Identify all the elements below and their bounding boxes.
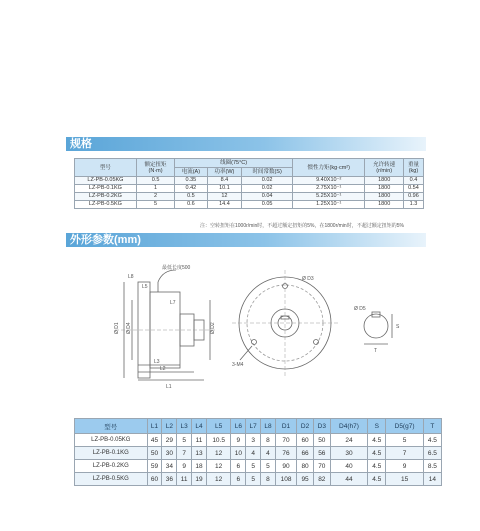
col-weight: 重量 (kg) <box>403 159 423 177</box>
spec-cell: 1800 <box>365 193 403 201</box>
label-l1: L1 <box>166 384 172 390</box>
dims-cell: 5 <box>177 434 192 447</box>
dims-cell: 3 <box>246 434 261 447</box>
spec-cell: 0.5 <box>175 193 207 201</box>
dims-header-cell: D2 <box>297 419 314 434</box>
dims-cell: 10 <box>231 447 246 460</box>
dims-cell: 11 <box>177 473 192 486</box>
dims-cell: 14 <box>423 473 441 486</box>
label-d3: Ø D3 <box>302 276 314 282</box>
dims-cell: 6.5 <box>423 447 441 460</box>
spec-cell: LZ-PB-0.1KG <box>75 185 137 193</box>
spec-cell: 0.4 <box>403 177 423 185</box>
label-d4: Ø D4 <box>126 322 132 334</box>
spec-cell: 10.1 <box>207 185 242 193</box>
dims-cell: 18 <box>192 460 207 473</box>
spec-cell: 1800 <box>365 177 403 185</box>
dims-cell: 11 <box>192 434 207 447</box>
dims-cell: LZ-PB-0.2KG <box>75 460 148 473</box>
spec-cell: 1800 <box>365 201 403 209</box>
dims-header-cell: D3 <box>313 419 330 434</box>
dims-cell: 10.5 <box>206 434 231 447</box>
dims-header-cell: T <box>423 419 441 434</box>
dims-cell: 36 <box>162 473 177 486</box>
mount-hole-left <box>252 340 257 345</box>
dims-cell: 90 <box>275 460 296 473</box>
col-rated-torque: 额定扭矩 (N·m) <box>136 159 174 177</box>
dims-cell: 9 <box>177 460 192 473</box>
col-power: 功率(W) <box>207 168 242 177</box>
dims-cell: 60 <box>147 473 162 486</box>
label-s: S <box>396 324 400 330</box>
lead-wire-curve <box>158 270 176 282</box>
dims-header-cell: L1 <box>147 419 162 434</box>
spec-cell: 0.42 <box>175 185 207 193</box>
dims-cell: 15 <box>386 473 424 486</box>
col-model: 型号 <box>75 159 137 177</box>
dims-header-cell: L6 <box>231 419 246 434</box>
dims-cell: 82 <box>313 473 330 486</box>
dims-header-cell: L8 <box>261 419 276 434</box>
dims-cell: 34 <box>162 460 177 473</box>
dims-header-cell: D4(h7) <box>330 419 368 434</box>
dims-row <box>75 460 442 473</box>
shaft-detail-drawing <box>348 300 408 360</box>
spec-cell: 8.4 <box>207 177 242 185</box>
label-l7: L7 <box>170 300 176 306</box>
dims-cell: 9 <box>386 460 424 473</box>
dims-cell: 5 <box>261 460 276 473</box>
spec-row <box>75 177 424 185</box>
spec-cell: 0.54 <box>403 185 423 193</box>
dims-header-cell: 型号 <box>75 419 148 434</box>
spec-cell: 0.6 <box>175 201 207 209</box>
section-header-dims <box>66 233 426 247</box>
spec-cell: 5 <box>136 201 174 209</box>
dims-header-cell: L5 <box>206 419 231 434</box>
dims-cell: 5 <box>246 473 261 486</box>
dims-cell: 80 <box>297 460 314 473</box>
dims-cell: 6 <box>231 460 246 473</box>
dims-cell: 70 <box>313 460 330 473</box>
dims-cell: 56 <box>313 447 330 460</box>
dims-cell: 7 <box>386 447 424 460</box>
spec-cell: 1800 <box>365 185 403 193</box>
dims-cell: 29 <box>162 434 177 447</box>
label-d5: Ø D5 <box>354 306 366 312</box>
dims-cell: 24 <box>330 434 368 447</box>
dims-cell: 59 <box>147 460 162 473</box>
spec-cell: 1.3 <box>403 201 423 209</box>
dims-cell: 5 <box>386 434 424 447</box>
dims-cell: 50 <box>313 434 330 447</box>
dims-cell: 12 <box>206 447 231 460</box>
dims-header-cell: D1 <box>275 419 296 434</box>
dims-row <box>75 473 442 486</box>
spec-row <box>75 185 424 193</box>
spec-cell: 14.4 <box>207 201 242 209</box>
dims-header-cell: S <box>368 419 386 434</box>
dims-cell: 8 <box>261 434 276 447</box>
front-view-drawing <box>230 268 340 378</box>
dims-row <box>75 447 442 460</box>
section-title-dims: 外形参数(mm) <box>70 234 141 246</box>
spec-cell: 1 <box>136 185 174 193</box>
spec-cell: 12 <box>207 193 242 201</box>
dims-cell: LZ-PB-0.1KG <box>75 447 148 460</box>
dims-cell: 6 <box>231 473 246 486</box>
mount-hole-right <box>314 340 319 345</box>
label-l8: L8 <box>128 274 134 280</box>
dims-cell: LZ-PB-0.05KG <box>75 434 148 447</box>
dims-header-cell: L7 <box>246 419 261 434</box>
label-l5: L5 <box>142 284 148 290</box>
dims-cell: 108 <box>275 473 296 486</box>
spec-cell: LZ-PB-0.05KG <box>75 177 137 185</box>
dims-cell: 19 <box>192 473 207 486</box>
dims-cell: 4 <box>246 447 261 460</box>
spec-table <box>74 158 424 209</box>
dims-cell: 12 <box>206 460 231 473</box>
dims-cell: 44 <box>330 473 368 486</box>
spec-row <box>75 201 424 209</box>
dims-header-cell: L2 <box>162 419 177 434</box>
spec-cell: 0.35 <box>175 177 207 185</box>
col-inertia: 惯性力矩(kg·cm²) <box>292 159 365 177</box>
dims-cell: 45 <box>147 434 162 447</box>
spec-cell: 1.25X10⁻¹ <box>292 201 365 209</box>
spec-cell: 0.5 <box>136 177 174 185</box>
dims-cell: 5 <box>246 460 261 473</box>
dims-cell: LZ-PB-0.5KG <box>75 473 148 486</box>
label-l2: L2 <box>160 366 166 372</box>
dims-cell: 40 <box>330 460 368 473</box>
shaft-section <box>364 314 388 338</box>
section-title-spec: 规格 <box>70 138 92 150</box>
dims-cell: 76 <box>275 447 296 460</box>
label-lead-wire: 最低长度500 <box>162 265 191 271</box>
dims-cell: 13 <box>192 447 207 460</box>
col-group-coil: 线圈(75°C) <box>175 159 293 168</box>
dims-cell: 50 <box>147 447 162 460</box>
dims-cell: 30 <box>330 447 368 460</box>
label-d1: Ø D1 <box>114 322 120 334</box>
dims-header-cell: D5(g7) <box>386 419 424 434</box>
dims-cell: 9 <box>231 434 246 447</box>
dims-cell: 12 <box>206 473 231 486</box>
label-t: T <box>374 348 378 354</box>
dims-cell: 8.5 <box>423 460 441 473</box>
dims-cell: 4.5 <box>423 434 441 447</box>
dims-cell: 7 <box>177 447 192 460</box>
spec-cell: 2 <box>136 193 174 201</box>
dims-header-cell: L4 <box>192 419 207 434</box>
dims-cell: 30 <box>162 447 177 460</box>
col-time-constant: 时间常数(S) <box>242 168 293 177</box>
spec-note: 注：空转扭矩在1000r/min时，不超过额定扭矩的5%，在1800r/min时，不超过额定扭矩的5% <box>200 223 404 229</box>
spec-row <box>75 193 424 201</box>
dims-cell: 95 <box>297 473 314 486</box>
col-speed: 允许转速 (r/min) <box>365 159 403 177</box>
dims-row <box>75 434 442 447</box>
dims-header-cell: L3 <box>177 419 192 434</box>
dims-cell: 4.5 <box>368 447 386 460</box>
dims-cell: 4.5 <box>368 473 386 486</box>
spec-cell: LZ-PB-0.2KG <box>75 193 137 201</box>
spec-cell: 0.02 <box>242 185 293 193</box>
spec-cell: 0.05 <box>242 201 293 209</box>
dims-cell: 4.5 <box>368 434 386 447</box>
dims-table <box>74 418 442 486</box>
dims-cell: 60 <box>297 434 314 447</box>
spec-cell: 2.75X10⁻¹ <box>292 185 365 193</box>
spec-cell: 0.02 <box>242 177 293 185</box>
dims-cell: 4 <box>261 447 276 460</box>
side-view-drawing <box>110 260 220 390</box>
spec-cell: 0.96 <box>403 193 423 201</box>
label-d2: Ø D2 <box>210 322 216 334</box>
dims-cell: 70 <box>275 434 296 447</box>
dims-cell: 4.5 <box>368 460 386 473</box>
spec-cell: LZ-PB-0.5KG <box>75 201 137 209</box>
spec-cell: 0.04 <box>242 193 293 201</box>
col-current: 电流(A) <box>175 168 207 177</box>
label-holes: 3-M4 <box>232 362 244 368</box>
spec-cell: 5.25X10⁻¹ <box>292 193 365 201</box>
label-l3: L3 <box>154 359 160 365</box>
dims-cell: 8 <box>261 473 276 486</box>
section-header-spec <box>66 137 426 151</box>
spec-cell: 9.40X10⁻² <box>292 177 365 185</box>
dims-cell: 66 <box>297 447 314 460</box>
